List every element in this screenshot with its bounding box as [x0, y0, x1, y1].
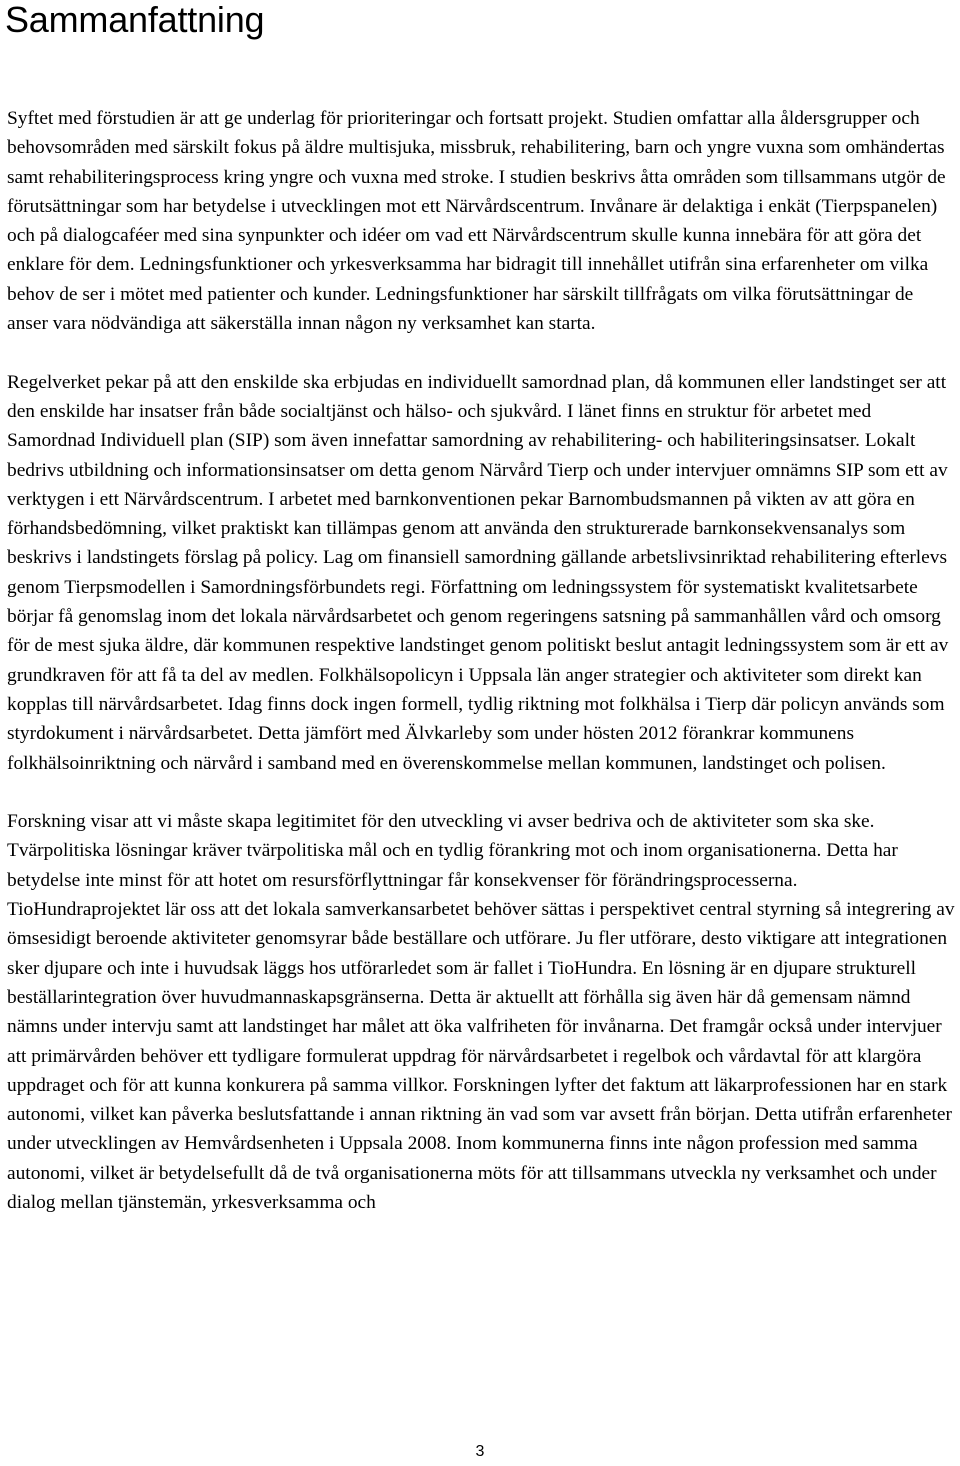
page-heading: Sammanfattning	[5, 0, 265, 40]
body-text	[7, 104, 955, 1247]
paragraph-regulations: Regelverket pekar på att den enskilde ska erbjudas en individuellt samordnad plan, då kommunen eller landstinget ser att den enskilde har insatser från både socialtjänst och hälso- och sjukvård. I länet finns en struktur för arbetet med Samordnad Individuell plan (SIP) som även innefattar samordning av rehabilitering- och habiliteringsinsatser. Lokalt bedrivs utbildning och informationsinsatser om detta genom Närvård Tierp och under intervjuer omnämns SIP som ett av verktygen i ett Närvårdscentrum. I arbetet med barnkonventionen pekar Barnombudsmannen på vikten av att göra en förhandsbedömning, vilket praktiskt kan tillämpas genom att använda den strukturerade barnkonsekvensanalys som beskrivs i landstingets förslag på policy. Lag om finansiell samordning gällande arbetslivsinriktad rehabilitering efterlevs genom Tierpsmodellen i Samordningsförbundets regi. Författning om ledningssystem för systematiskt kvalitetsarbete börjar få genomslag inom det lokala närvårdsarbetet och genom regeringens satsning på sammanhållen vård och omsorg för de mest sjuka äldre, där kommunen respektive landstinget genom politiskt beslut antagit ledningssystem som är ett av grundkraven för att få ta del av medlen. Folkhälsopolicyn i Uppsala län anger strategier och aktiviteter som direkt kan kopplas till närvårdsarbetet. Idag finns dock ingen formell, tydlig riktning mot folkhälsa i Tierp där policyn används som styrdokument i närvårdsarbetet. Detta jämfört med Älvkarleby som under hösten 2012 förankrar kommunens folkhälsoinriktning och närvård i samband med en överenskommelse mellan kommunen, landstinget och polisen.	[7, 371, 949, 774]
page-number: 3	[475, 1443, 485, 1460]
paragraph-research: Forskning visar att vi måste skapa legitimitet för den utveckling vi avser bedriva och de aktiviteter som ska ske. Tvärpolitiska lösningar kräver tvärpolitiska mål och en tydlig förankring mot och inom organisationerna. Detta har betydelse inte minst för att hotet om resursförflyttningar får konsekvenser för förändringsprocesserna. TioHundraprojektet lär oss att det lokala samverkansarbetet behöver sättas i perspektivet central styrning så integrering av ömsesidigt beroende aktiviteter genomsyrar både beställare och utförare. Ju fler utförare, desto viktigare att integrationen sker djupare och inte i huvudsak läggs hos utförarledet som är fallet i TioHundra. En lösning är en djupare strukturell beställarintegration över huvudmannaskapsgränserna. Detta är aktuellt att förhålla sig även här då gemensam nämnd nämns under intervju samt att landstinget har målet att öka valfriheten för invånarna. Det framgår också under intervjuer att primärvården behöver ett tydligare formulerat uppdrag för närvårdsarbetet i regelbok och vårdavtal för att klargöra uppdraget och för att kunna konkurera på samma villkor. Forskningen lyfter det faktum att läkarprofessionen har en stark autonomi, vilket kan påverka beslutsfattande i annan riktning än vad som var avsett från början. Detta utifrån erfarenheter under utvecklingen av Hemvårdsenheten i Uppsala 2008. Inom kommunerna finns inte någon profession med samma autonomi, vilket är betydelsefullt då de två organisationerna möts för att tillsammans utveckla ny verksamhet och under dialog mellan tjänstemän, yrkesverksamma och	[7, 811, 955, 1213]
paragraph-summary-intro: Syftet med förstudien är att ge underlag för prioriteringar och fortsatt projekt. Studien omfattar alla åldersgrupper och behovsområden med särskilt fokus på äldre multisjuka, missbruk, rehabilitering, barn och yngre vuxna som omhändertas samt rehabiliteringsprocess kring yngre och vuxna med stroke. I studien beskrivs åtta områden som tillsammans utgör de förutsättningar som har betydelse i utvecklingen mot ett Närvårdscentrum. Invånare är delaktiga i enkät (Tierpspanelen) och på dialogcaféer med sina synpunkter och idéer om vad ett Närvårdscentrum skulle kunna innebära för att göra det enklare för dem. Ledningsfunktioner och yrkesverksamma har bidragit till innehållet utifrån sina erfarenheter om vilka behov de ser i mötet med patienter och kunder. Ledningsfunktioner har särskilt tillfrågats om vilka förutsättningar de anser vara nödvändiga att säkerställa innan någon ny verksamhet kan starta.	[7, 108, 946, 335]
